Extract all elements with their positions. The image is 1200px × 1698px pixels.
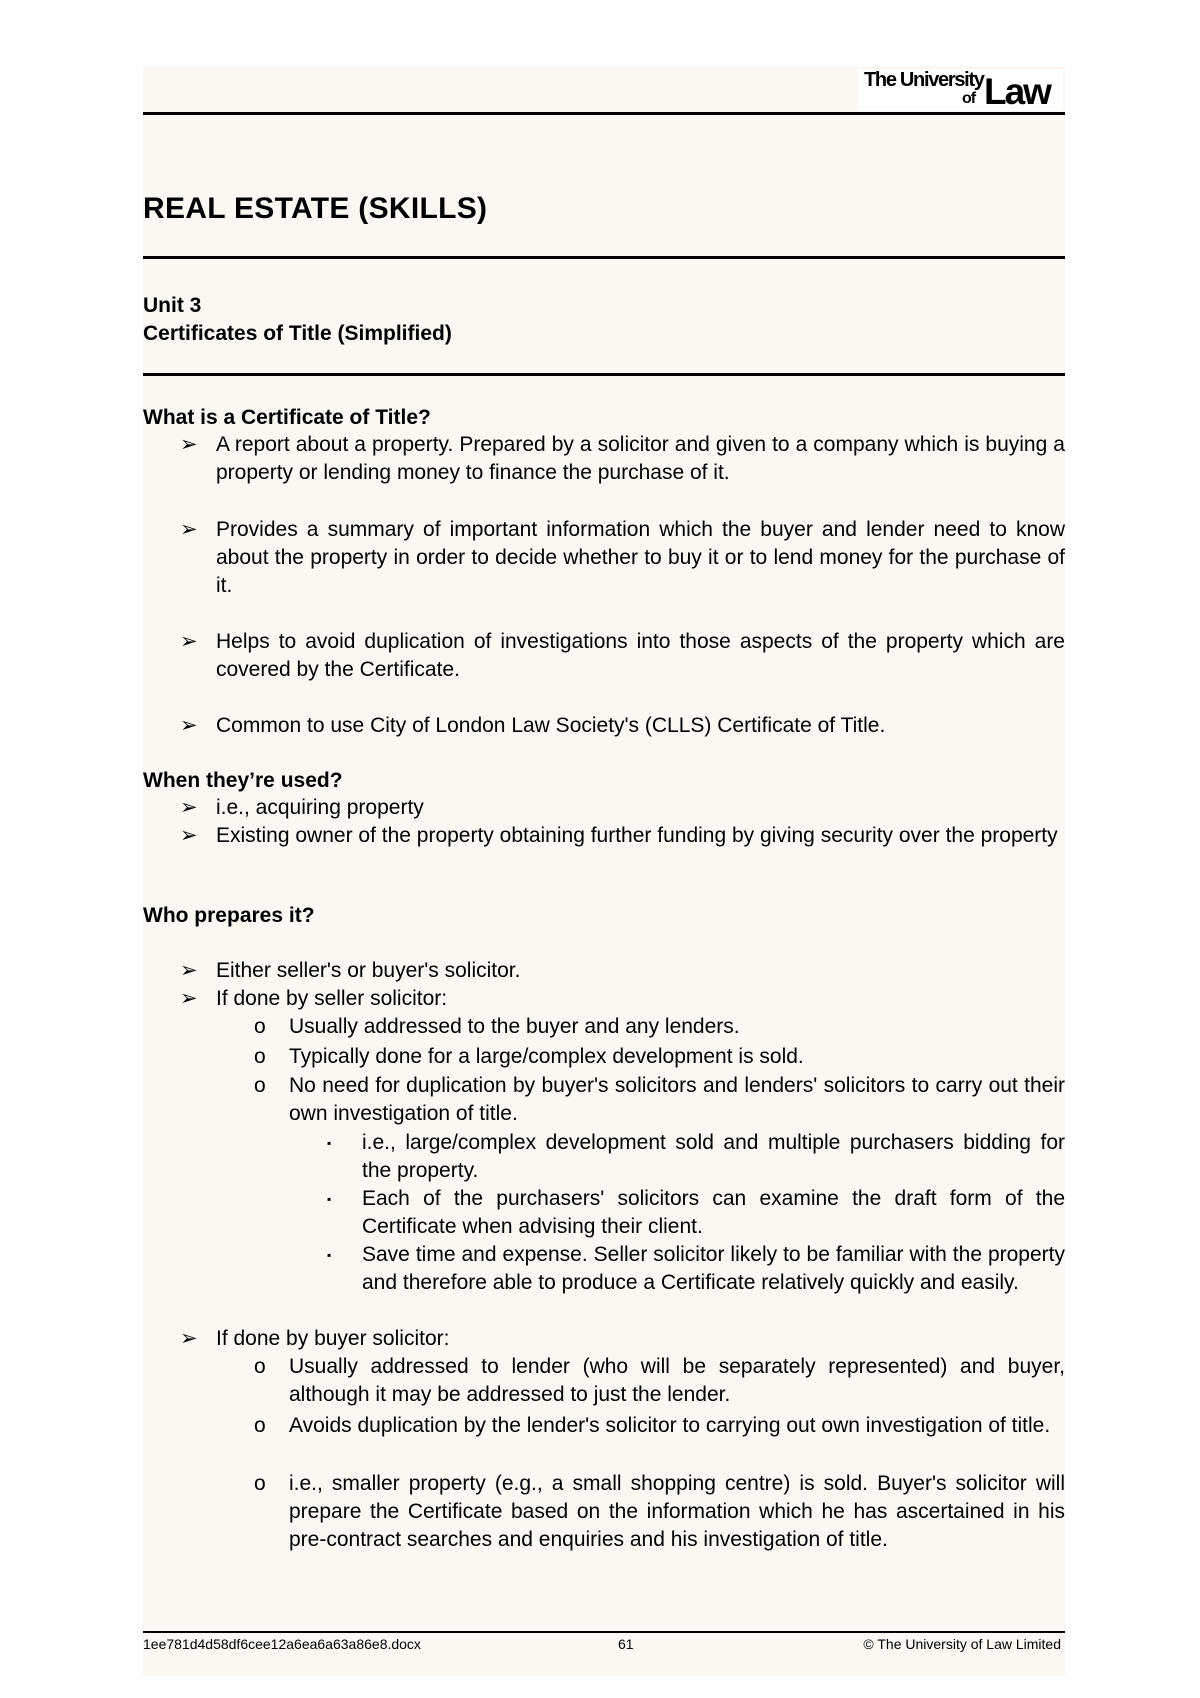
circle-bullet-icon: o — [254, 1015, 266, 1038]
arrow-bullet-icon: ➢ — [180, 987, 198, 1010]
section-heading-who: Who prepares it? — [143, 904, 315, 927]
footer-rule — [143, 1631, 1065, 1633]
arrow-bullet-icon: ➢ — [180, 518, 198, 541]
section-heading-when: When they’re used? — [143, 769, 343, 792]
sub-list-item: i.e., smaller property (e.g., a small shopping centre) is sold. Buyer's solicitor will prepare the Certificate based on the information which he has ascertained in his pre-contract searches and enquiries and his investigation of title. — [289, 1472, 1065, 1551]
sub-sub-list-item: i.e., large/complex development sold and multiple purchasers bidding for the property. — [362, 1131, 1065, 1182]
sub-list-item: Typically done for a large/complex development is sold. — [289, 1045, 804, 1068]
square-bullet-icon: ▪ — [327, 1192, 332, 1206]
page-title: REAL ESTATE (SKILLS) — [143, 192, 488, 225]
title-rule — [143, 256, 1065, 259]
section-heading-what: What is a Certificate of Title? — [143, 406, 431, 429]
arrow-bullet-icon: ➢ — [180, 796, 198, 819]
circle-bullet-icon: o — [254, 1414, 266, 1437]
list-item: If done by buyer solicitor: — [216, 1327, 450, 1350]
list-item: Helps to avoid duplication of investigations into those aspects of the property which are covered by the Certificate. — [216, 630, 1065, 681]
footer-copyright: © The University of Law Limited — [863, 1636, 1061, 1652]
unit-title: Certificates of Title (Simplified) — [143, 322, 452, 345]
university-logo — [858, 69, 1063, 111]
circle-bullet-icon: o — [254, 1074, 266, 1097]
circle-bullet-icon: o — [254, 1355, 266, 1378]
arrow-bullet-icon: ➢ — [180, 959, 198, 982]
arrow-bullet-icon: ➢ — [180, 1327, 198, 1350]
unit-heading — [143, 292, 452, 348]
logo-line-2: of — [962, 90, 976, 107]
list-item: Existing owner of the property obtaining further funding by giving security over the property — [216, 824, 1058, 847]
sub-list-item: Usually addressed to the buyer and any lenders. — [289, 1015, 740, 1038]
sub-list-item: Avoids duplication by the lender's solicitor to carrying out own investigation of title. — [289, 1414, 1051, 1437]
sub-list-item: Usually addressed to lender (who will be separately represented) and buyer, although it may be addressed to just the lender. — [289, 1355, 1065, 1406]
sub-sub-list-item: Each of the purchasers' solicitors can examine the draft form of the Certificate when advising their client. — [362, 1187, 1065, 1238]
sub-sub-list-item: Save time and expense. Seller solicitor likely to be familiar with the property and therefore able to produce a Certificate relatively quickly and easily. — [362, 1243, 1065, 1294]
list-item: Common to use City of London Law Society's (CLLS) Certificate of Title. — [216, 714, 886, 737]
arrow-bullet-icon: ➢ — [180, 824, 198, 847]
list-item: Provides a summary of important information which the buyer and lender need to know about the property in order to decide whether to buy it or to lend money for the purchase of it. — [216, 518, 1065, 597]
arrow-bullet-icon: ➢ — [180, 433, 198, 456]
circle-bullet-icon: o — [254, 1045, 266, 1068]
unit-rule — [143, 373, 1065, 376]
list-item: i.e., acquiring property — [216, 796, 424, 819]
logo-line-1: The University — [864, 69, 984, 91]
footer-page-number: 61 — [618, 1636, 634, 1652]
square-bullet-icon: ▪ — [327, 1136, 332, 1150]
logo-line-3: Law — [984, 71, 1050, 112]
footer-filename: 1ee781d4d58df6cee12a6ea6a63a86e8.docx — [143, 1636, 421, 1652]
list-item: Either seller's or buyer's solicitor. — [216, 959, 521, 982]
circle-bullet-icon: o — [254, 1472, 266, 1495]
header-rule — [143, 112, 1065, 115]
unit-number: Unit 3 — [143, 294, 202, 317]
arrow-bullet-icon: ➢ — [180, 630, 198, 653]
list-item: A report about a property. Prepared by a solicitor and given to a company which is buying a property or lending money to finance the purchase of it. — [216, 433, 1065, 484]
document-page — [143, 66, 1065, 1676]
square-bullet-icon: ▪ — [327, 1248, 332, 1262]
arrow-bullet-icon: ➢ — [180, 714, 198, 737]
list-item: If done by seller solicitor: — [216, 987, 448, 1010]
sub-list-item: No need for duplication by buyer's solicitors and lenders' solicitors to carry out their own investigation of title. — [289, 1074, 1065, 1125]
